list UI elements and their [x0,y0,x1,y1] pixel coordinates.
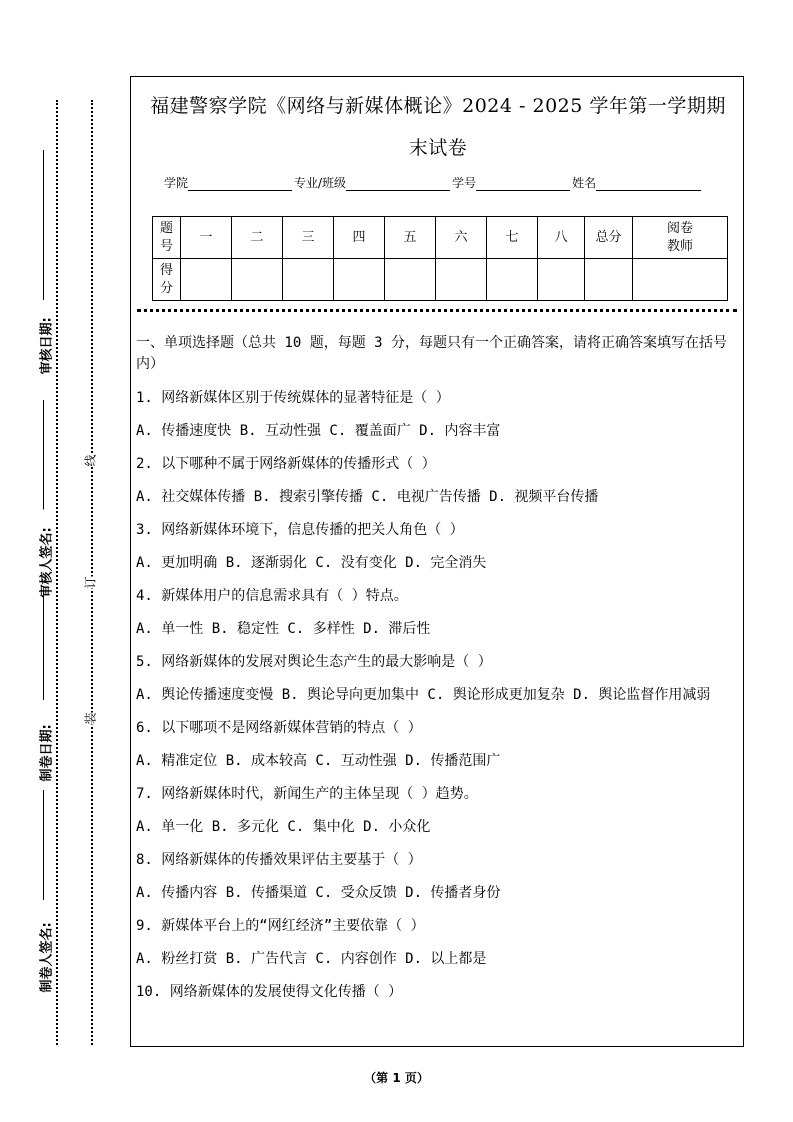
question-1: 1. 网络新媒体区别于传统媒体的显著特征是（ ） [136,390,450,406]
student-id-blank[interactable] [476,178,570,191]
question-4: 4. 新媒体用户的信息需求具有（ ）特点。 [136,588,408,604]
question-5-options: A. 舆论传播速度变慢 B. 舆论导向更加集中 C. 舆论形成更加复杂 D. 舆论监督作用减弱 [136,687,711,703]
question-1-options: A. 传播速度快 B. 互动性强 C. 覆盖面广 D. 内容丰富 [136,423,501,439]
col-7: 七 [487,217,538,259]
page-number-footer: （第 1 页） [364,1071,429,1085]
question-4-options: A. 单一性 B. 稳定性 C. 多样性 D. 滞后性 [136,621,431,637]
question-9: 9. 新媒体平台上的“网红经济”主要依靠（ ） [136,918,425,934]
maker-sign-blank[interactable] [43,790,44,900]
question-3: 3. 网络新媒体环境下，信息传播的把关人角色（ ） [136,522,464,538]
reviewer-teacher-label: 阅卷 教师 [633,217,728,259]
score-label: 得 分 [153,259,181,301]
score-cell[interactable] [436,259,487,301]
section-divider [137,309,737,312]
col-1: 一 [181,217,232,259]
binding-zhuang-mark: 装 [80,712,101,724]
name-label: 姓名 [572,176,597,190]
col-5: 五 [385,217,436,259]
student-id-label: 学号 [452,176,477,190]
major-class-blank[interactable] [346,178,450,191]
score-cell-total[interactable] [585,259,633,301]
question-8-options: A. 传播内容 B. 传播渠道 C. 受众反馈 D. 传播者身份 [136,885,501,901]
col-3: 三 [283,217,334,259]
question-2: 2. 以下哪种不属于网络新媒体的传播形式（ ） [136,456,436,472]
question-6-options: A. 精准定位 B. 成本较高 C. 互动性强 D. 传播范围广 [136,753,501,769]
score-cell[interactable] [283,259,334,301]
score-cell[interactable] [538,259,585,301]
review-date-label: 审核日期: [36,303,55,377]
binding-dotted-line-inner [91,100,93,1045]
score-table-score-row [153,259,728,301]
exam-title-line1: 福建警察学院《网络与新媒体概论》2024 - 2025 学年第一学期期 [150,95,726,117]
college-label: 学院 [164,176,189,190]
question-7-options: A. 单一化 B. 多元化 C. 集中化 D. 小众化 [136,819,431,835]
question-9-options: A. 粉丝打赏 B. 广告代言 C. 内容创作 D. 以上都是 [136,951,487,967]
major-class-label: 专业/班级 [294,176,347,190]
maker-sign-label: 制卷人签名: [36,905,55,995]
question-8: 8. 网络新媒体的传播效果评估主要基于（ ） [136,852,422,868]
question-number-label: 题 号 [153,217,181,259]
reviewer-cell[interactable] [633,259,728,301]
reviewer-sign-label: 审核人签名: [36,510,55,600]
make-date-blank[interactable] [43,590,44,700]
questions-content [136,333,740,1015]
binding-line-mark: 线 [80,454,101,466]
exam-paper-frame [130,76,744,1047]
question-10: 10. 网络新媒体的发展使得文化传播（ ） [136,984,403,1000]
col-2: 二 [232,217,283,259]
score-cell[interactable] [385,259,436,301]
exam-title-line2: 末试卷 [408,137,468,159]
col-8: 八 [538,217,585,259]
question-6: 6. 以下哪项不是网络新媒体营销的特点（ ） [136,720,422,736]
review-date-blank[interactable] [43,150,44,300]
section-1-heading: 一、单项选择题（总共 10 题，每题 3 分，每题只有一个正确答案，请将正确答案填写在括号内） [136,335,727,372]
name-blank[interactable] [596,178,701,191]
student-info-row [164,174,703,191]
question-3-options: A. 更加明确 B. 逐渐弱化 C. 没有变化 D. 完全消失 [136,555,487,571]
score-cell[interactable] [181,259,232,301]
binding-ding-mark: 订 [80,576,101,588]
score-table-header-row [153,217,728,259]
question-2-options: A. 社交媒体传播 B. 搜索引擎传播 C. 电视广告传播 D. 视频平台传播 [136,489,599,505]
question-7: 7. 网络新媒体时代，新闻生产的主体呈现（ ）趋势。 [136,786,478,802]
col-6: 六 [436,217,487,259]
score-cell[interactable] [232,259,283,301]
score-cell[interactable] [334,259,385,301]
col-total: 总分 [585,217,633,259]
score-cell[interactable] [487,259,538,301]
college-blank[interactable] [188,178,292,191]
binding-dotted-line-outer [56,100,58,1045]
reviewer-sign-blank[interactable] [43,400,44,510]
score-table [152,216,728,301]
col-4: 四 [334,217,385,259]
question-5: 5. 网络新媒体的发展对舆论生态产生的最大影响是（ ） [136,654,492,670]
make-date-label: 制卷日期: [36,710,55,784]
